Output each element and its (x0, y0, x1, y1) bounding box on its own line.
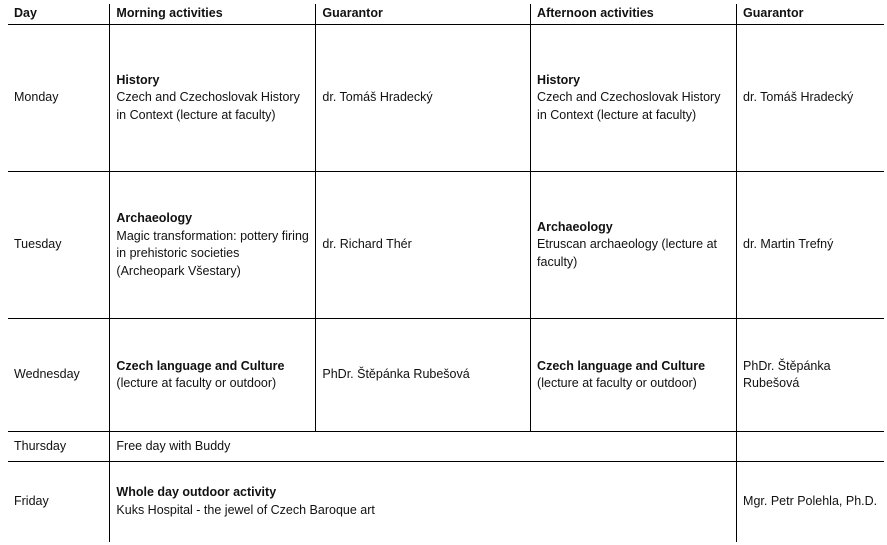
morning-activity-cell (110, 319, 316, 432)
activity-description: (lecture at faculty or outdoor) (537, 376, 697, 390)
morning-guarantor-cell: dr. Richard Thér (316, 172, 531, 319)
header-row (8, 4, 884, 25)
friday-activity-cell (110, 462, 737, 542)
thursday-activity-cell: Free day with Buddy (110, 432, 737, 462)
table-row-thursday (8, 432, 884, 462)
afternoon-activity-cell (531, 319, 737, 432)
thursday-guarantor-cell (737, 432, 884, 462)
activity-description: Magic transformation: pottery firing in prehistoric societies (Archeopark Všestary) (116, 228, 309, 278)
afternoon-guarantor-cell: dr. Tomáš Hradecký (737, 25, 884, 172)
schedule-table (8, 4, 884, 542)
afternoon-activity-cell (531, 25, 737, 172)
morning-guarantor-cell: dr. Tomáš Hradecký (316, 25, 531, 172)
activity-description: Czech and Czechoslovak History in Context (lecture at faculty) (116, 90, 300, 122)
afternoon-activity-cell (531, 172, 737, 319)
activity-subject: Czech language and Culture (116, 358, 285, 373)
header-morning-guarantor: Guarantor (316, 4, 531, 25)
activity-description: (lecture at faculty or outdoor) (116, 376, 277, 390)
header-afternoon-guarantor: Guarantor (737, 4, 884, 25)
day-cell: Tuesday (8, 172, 110, 319)
activity-subject: Archaeology (537, 219, 613, 234)
activity-subject: History (537, 72, 581, 87)
afternoon-guarantor-cell: PhDr. Štěpánka Rubešová (737, 319, 884, 432)
header-morning-activities: Morning activities (110, 4, 316, 25)
morning-activity-cell (110, 172, 316, 319)
day-cell: Thursday (8, 432, 110, 462)
activity-subject: Archaeology (116, 211, 193, 225)
activity-subject: History (116, 72, 160, 87)
table-row-wednesday (8, 319, 884, 432)
table-row-tuesday (8, 172, 884, 319)
day-cell: Friday (8, 462, 110, 542)
friday-guarantor-cell: Mgr. Petr Polehla, Ph.D. (743, 494, 878, 508)
activity-description: Etruscan archaeology (lecture at faculty) (537, 237, 718, 269)
day-cell: Monday (8, 25, 110, 172)
morning-activity-cell (110, 25, 316, 172)
table-row-friday (8, 462, 884, 542)
morning-guarantor-cell: PhDr. Štěpánka Rubešová (316, 319, 531, 432)
activity-subject: Whole day outdoor activity (116, 485, 277, 500)
activity-description: Kuks Hospital - the jewel of Czech Baroque art (116, 502, 375, 517)
afternoon-guarantor-cell: dr. Martin Trefný (737, 172, 884, 319)
day-cell: Wednesday (8, 319, 110, 432)
activity-subject: Czech language and Culture (537, 358, 706, 373)
activity-description: Czech and Czechoslovak History in Context (lecture at faculty) (537, 90, 721, 122)
header-afternoon-activities: Afternoon activities (531, 4, 737, 25)
table-row-monday (8, 25, 884, 172)
header-day: Day (8, 4, 110, 25)
